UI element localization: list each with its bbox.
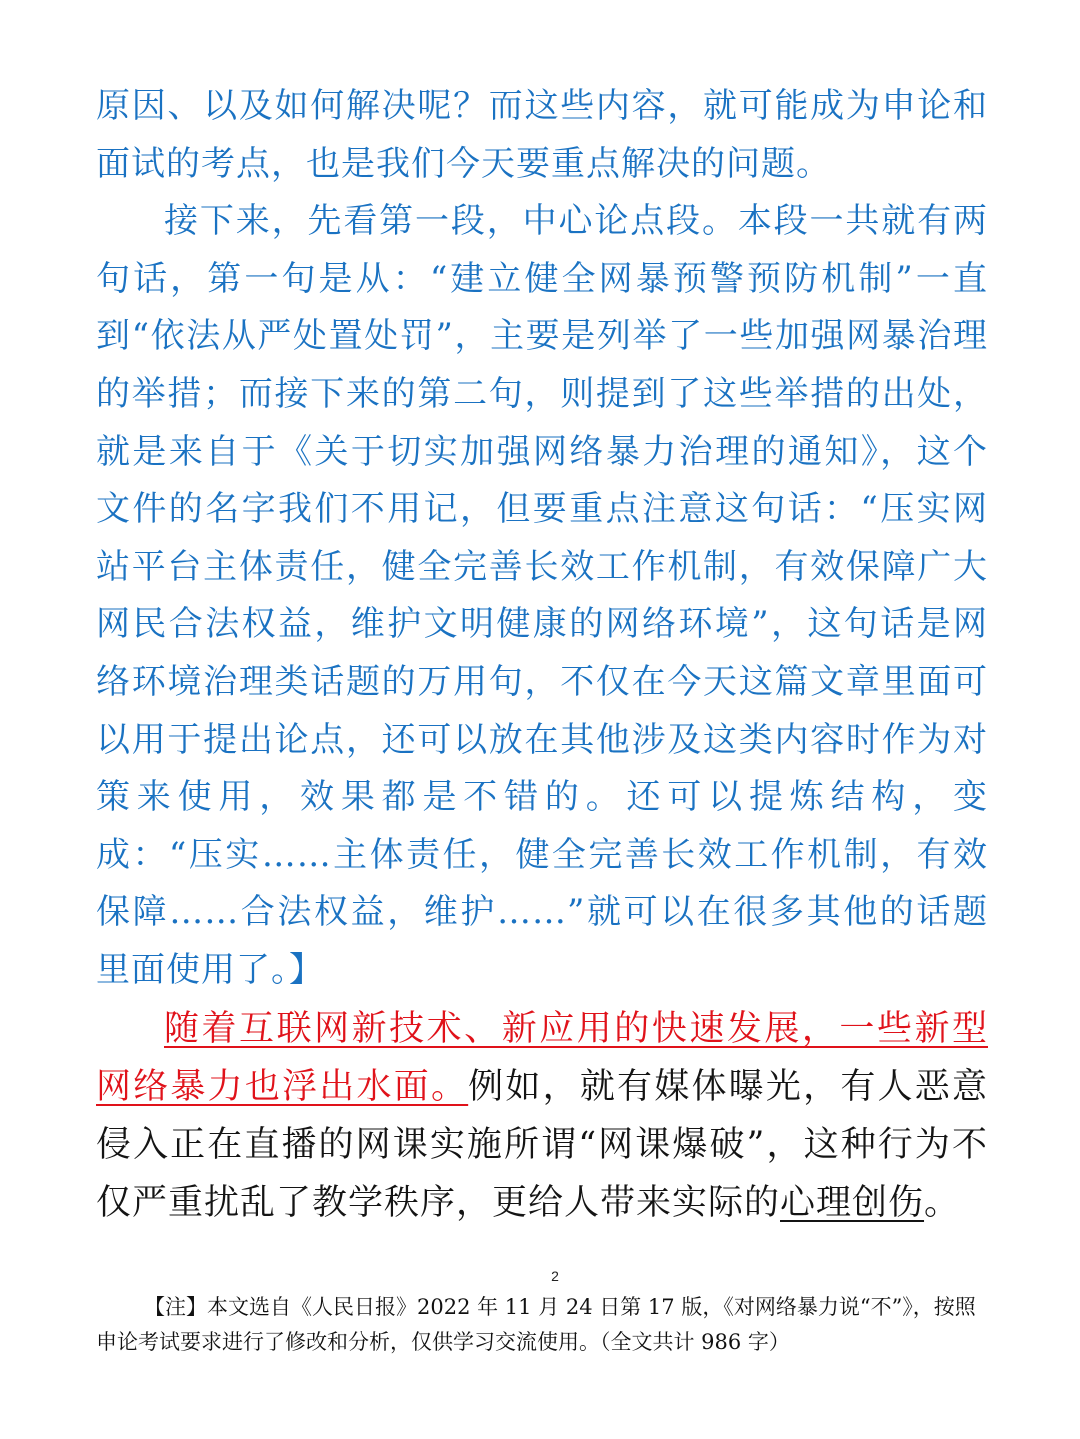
footnote-text: 【注】本文选自《人民日报》2022 年 11 月 24 日第 17 版，《对网络暴力说“不”》，按照申论考试要求进行了修改和分析，仅供学习交流使用。（全文共计 986 字） — [96, 1295, 976, 1354]
highlighted-key-sentence: 随着互联网新技术、新应用的快速发展，一些新型网络暴力也浮出水面。 — [96, 1008, 988, 1107]
underlined-key-phrase: 心理创伤 — [780, 1182, 925, 1223]
analysis-paragraph-continuation: 原因、以及如何解决呢？而这些内容，就可能成为申论和面试的考点，也是我们今天要重点解决的问题。 — [96, 86, 988, 184]
original-text-paragraph — [96, 1000, 988, 1232]
paragraph-end-punctuation: 。 — [924, 1182, 961, 1223]
analysis-paragraph-first-section: 接下来，先看第一段，中心论点段。本段一共就有两句话，第一句是从：“建立健全网暴预警预防机制”一直到“依法从严处置处罚”，主要是列举了一些加强网暴治理的举措；而接下来的第二句，则提到了这些举措的出处，就是来自于《关于切实加强网络暴力治理的通知》，这个文件的名字我们不用记，但要重点注意这句话：“压实网站平台主体责任，健全完善长效工作机制，有效保障广大网民合法权益，维护文明健康的网络环境”，这句话是网络环境治理类话题的万用句，不仅在今天这篇文章里面可以用于提出论点，还可以放在其他涉及这类内容时作为对策来使用，效果都是不错的。还可以提炼结构，变成：“压实……主体责任，健全完善长效工作机制，有效保障……合法权益，维护……”就可以在很多其他的话题里面使用了。】 — [96, 201, 988, 990]
source-footnote — [96, 1290, 996, 1360]
paragraph-body-text: 例如，就有媒体曝光，有人恶意侵入正在直播的网课实施所谓“网课爆破”，这种行为不仅严重扰乱了教学秩序，更给人带来实际的 — [96, 1066, 988, 1223]
document-body — [96, 78, 988, 1232]
page-number: 2 — [551, 1268, 559, 1284]
